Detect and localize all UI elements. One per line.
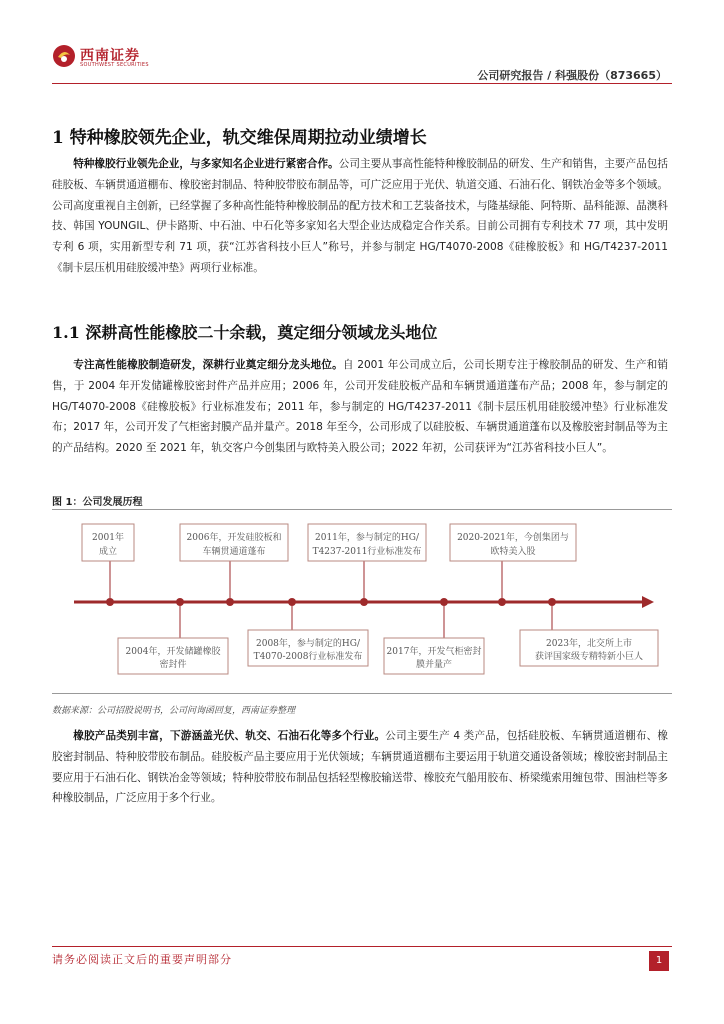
timeline-event-2017 (384, 638, 484, 674)
section-1-paragraph (52, 154, 668, 279)
timeline-dot (360, 598, 368, 606)
figure-top-rule (52, 509, 672, 510)
products-paragraph (52, 726, 668, 809)
event-line: 2020-2021年，今创集团与 (457, 533, 569, 543)
event-line: 2023年，北交所上市 (546, 639, 632, 649)
event-line: 膜并量产 (415, 660, 453, 670)
event-line: 2001年 (92, 533, 124, 543)
logo-name-en: SOUTHWEST SECURITIES (80, 62, 149, 68)
company-logo-icon (52, 44, 76, 68)
section-1-heading: 1 特种橡胶领先企业，轨交维保周期拉动业绩增长 (52, 128, 427, 148)
disclaimer-note: 请务必阅读正文后的重要声明部分 (52, 953, 232, 966)
event-line: T4237-2011行业标准发布 (312, 547, 422, 557)
products-lead: 橡胶产品类别丰富，下游涵盖光伏、轨交、石油石化等多个行业。 (73, 730, 386, 742)
section-1-1-body: 自 2001 年公司成立后，公司长期专注于橡胶制品的研发、生产和销售，于 2004 年开发储罐橡胶密封件产品并应用；2006 年，公司开发硅胶板产品和车辆贯通道蓬布产品；2008 年，参与制定的 HG/T4070-2008《硅橡胶板》行业标准发布；2011 年，参与制定的 HG/T4237-2011《制卡层压机用硅胶缓冲垫》行业标准发布；2017 年，公司开发了气柜密封膜产品并量产。2018 年至今，公司形成了以硅胶板、车辆贯通道蓬布以及橡胶密封制品等为主的产品结构。2020 至 2021 年，轨交客户今创集团与欧特美入股公司；2022 年初，公司获评为“江苏省科技小巨人”。 (52, 359, 668, 455)
figure-bottom-rule (52, 693, 672, 694)
event-line: 2008年，参与制定的HG/ (256, 639, 360, 649)
event-line: 2017年，开发气柜密封 (386, 647, 482, 657)
event-line: 车辆贯通道蓬布 (202, 547, 266, 557)
event-line: 密封件 (159, 660, 187, 670)
report-title: 公司研究报告 / 科强股份（873665） (477, 69, 667, 82)
event-line: 欧特美入股 (490, 547, 536, 557)
timeline-event-2008 (248, 630, 368, 666)
timeline-event-2004 (118, 638, 228, 674)
footer-divider (52, 946, 672, 947)
timeline-event-2001 (82, 524, 134, 561)
event-line: 获评国家级专精特新小巨人 (534, 652, 644, 662)
timeline-event-2020 (450, 524, 576, 561)
header-divider (52, 83, 672, 84)
timeline-dot (498, 598, 506, 606)
timeline-dot (548, 598, 556, 606)
timeline-dot (226, 598, 234, 606)
section-1-1-heading: 1.1 深耕高性能橡胶二十余载，奠定细分领域龙头地位 (52, 323, 438, 342)
timeline-dot (176, 598, 184, 606)
event-line: 成立 (98, 547, 118, 557)
timeline-dot (288, 598, 296, 606)
timeline-dot (440, 598, 448, 606)
event-line: 2006年，开发硅胶板和 (186, 533, 282, 543)
products-body: 公司主要生产 4 类产品，包括硅胶板、车辆贯通道棚布、橡胶密封制品、特种胶带胶布制品。硅胶板产品主要应用于光伏领域；车辆贯通道棚布主要运用于轨道交通设备领域；橡胶密封制品主要应用于石油石化、钢铁冶金等领域；特种胶带胶布制品包括轻型橡胶输送带、橡胶充气船用胶布、桥梁缆索用缠包带、围油栏等多种橡胶制品，广泛应用于多个行业。 (52, 730, 668, 805)
figure-source-note: 数据来源：公司招股说明书，公司问询函回复，西南证券整理 (52, 706, 296, 716)
timeline-event-2011 (308, 524, 426, 561)
timeline-event-2023 (520, 630, 658, 666)
page-number: 1 (649, 951, 669, 971)
figure-caption: 图 1：公司发展历程 (52, 497, 143, 508)
logo-name-cn: 西南证券 (80, 48, 140, 64)
event-line: T4070-2008行业标准发布 (253, 652, 363, 662)
section-1-body: 公司主要从事高性能特种橡胶制品的研发、生产和销售，主要产品包括硅胶板、车辆贯通道棚布、橡胶密封制品、特种胶带胶布制品等，可广泛应用于光伏、轨道交通、石油石化、钢铁冶金等多个领域。公司高度重视自主创新，已经掌握了多种高性能特种橡胶制品的配方技术和工艺装备技术，与隆基绿能、阿特斯、晶科能源、晶澳科技、韩国 YOUNGIL、伊卡路斯、中石油、中石化等多家知名大型企业达成稳定合作关系。目前公司拥有专利技术 77 项，其中发明专利 6 项，实用新型专利 71 项，获“江苏省科技小巨人”称号，并参与制定 HG/T4070-2008《硅橡胶板》和 HG/T4237-2011《制卡层压机用硅胶缓冲垫》两项行业标准。 (52, 158, 669, 274)
timeline-connectors (110, 561, 552, 638)
timeline-event-2006 (180, 524, 288, 561)
timeline-dot (106, 598, 114, 606)
section-1-lead: 特种橡胶行业领先企业，与多家知名企业进行紧密合作。 (73, 158, 339, 170)
event-line: 2004年，开发储罐橡胶 (125, 647, 221, 657)
event-line: 2011年，参与制定的HG/ (315, 533, 419, 543)
section-1-1-paragraph (52, 355, 668, 459)
section-1-1-lead: 专注高性能橡胶制造研发，深耕行业奠定细分龙头地位。 (73, 359, 343, 371)
timeline-arrow-icon (642, 596, 654, 608)
development-timeline (52, 512, 672, 692)
